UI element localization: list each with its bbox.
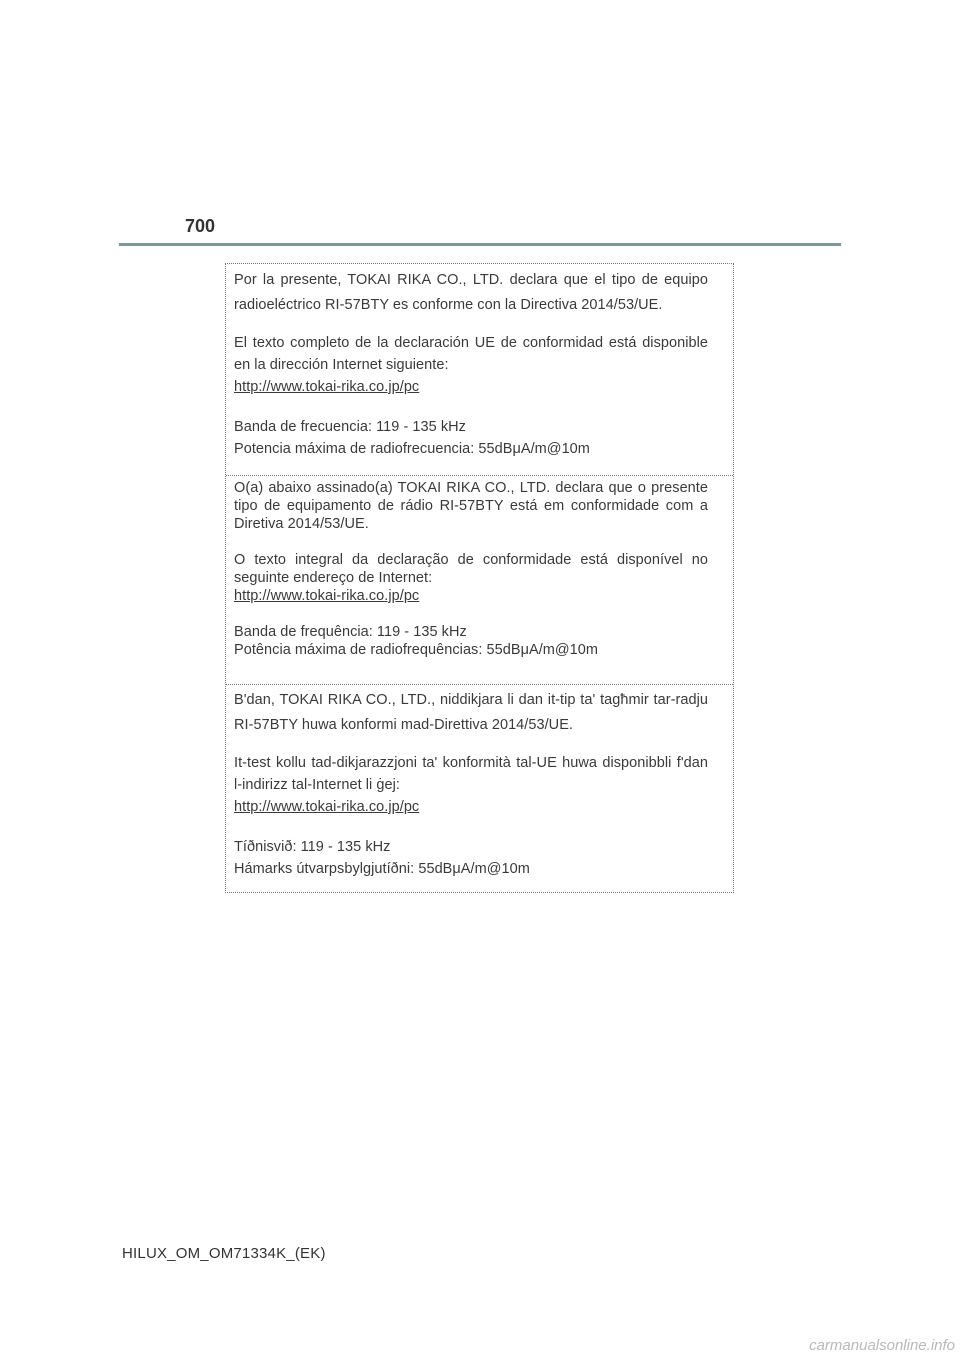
declaration-availability: El texto completo de la declaración UE de conformidad está disponible en la dirección Internet siguiente: <box>234 335 708 373</box>
frequency-band: Tíðnisvið: 119 - 135 kHz <box>234 839 391 855</box>
declaration-statement: Por la presente, TOKAI RIKA CO., LTD. declara que el tipo de equipo radioeléctrico RI-57BTY es conforme con la Directiva 2014/53/UE. <box>234 272 708 313</box>
max-power: Potencia máxima de radiofrecuencia: 55dBμA/m@10m <box>234 441 590 457</box>
declaration-url-link[interactable]: http://www.tokai-rika.co.jp/pc <box>234 588 420 604</box>
declaration-statement: B'dan, TOKAI RIKA CO., LTD., niddikjara li dan it-tip ta' tagħmir tar-radju RI-57BTY huwa konformi mad-Direttiva 2014/53/UE. <box>234 692 708 733</box>
watermark: carmanualsonline.info <box>809 1337 955 1354</box>
frequency-band: Banda de frequência: 119 - 135 kHz <box>234 624 467 640</box>
declaration-statement: O(a) abaixo assinado(a) TOKAI RIKA CO., LTD. declara que o presente tipo de equipamento de rádio RI-57BTY está em conformidade com a Diretiva 2014/53/UE. <box>234 480 708 532</box>
frequency-band: Banda de frecuencia: 119 - 135 kHz <box>234 419 466 435</box>
document-code: HILUX_OM_OM71334K_(EK) <box>122 1245 326 1262</box>
declaration-url-link[interactable]: http://www.tokai-rika.co.jp/pc <box>234 799 420 815</box>
max-power: Hámarks útvarpsbylgjutíðni: 55dBμA/m@10m <box>234 861 530 877</box>
declaration-availability: O texto integral da declaração de conformidade está disponível no seguinte endereço de Internet: <box>234 552 708 586</box>
max-power: Potência máxima de radiofrequências: 55dBμA/m@10m <box>234 642 599 658</box>
declaration-box <box>225 263 734 893</box>
declaration-section-portuguese <box>226 475 733 684</box>
declaration-section-maltese <box>226 684 733 893</box>
header-rule <box>119 243 841 246</box>
declaration-url-link[interactable]: http://www.tokai-rika.co.jp/pc <box>234 379 420 395</box>
page-number: 700 <box>185 216 216 236</box>
declaration-availability: It-test kollu tad-dikjarazzjoni ta' konformità tal-UE huwa disponibbli f'dan l-indirizz tal-Internet li ġej: <box>234 755 708 793</box>
declaration-section-spanish <box>226 264 733 475</box>
